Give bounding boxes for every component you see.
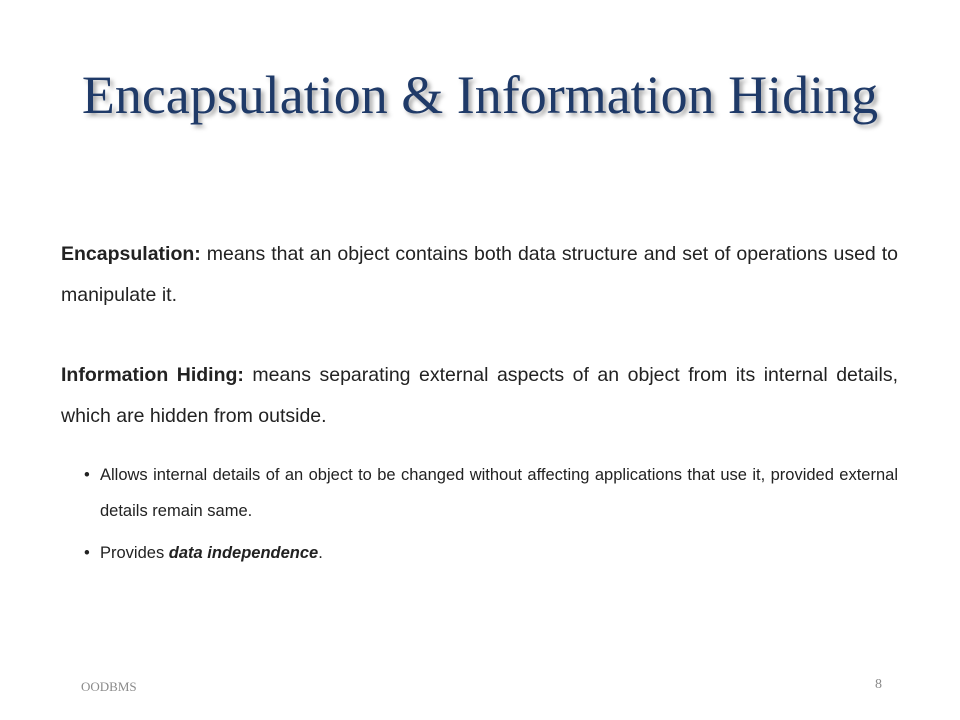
bullet-list [61,457,898,571]
bullet-text-prefix: Provides [100,544,169,562]
information-hiding-definition: means separating external aspects of an object from its internal details, which are hidden from outside. [61,364,898,427]
page-number: 8 [875,677,882,692]
encapsulation-paragraph [61,234,898,316]
encapsulation-term: Encapsulation: [61,243,201,265]
encapsulation-definition: means that an object contains both data structure and set of operations used to manipulate it. [61,243,898,306]
list-item [61,457,898,529]
bullet-icon: • [84,466,90,484]
information-hiding-paragraph [61,355,898,437]
bullet-text-suffix: . [318,544,323,562]
information-hiding-term: Information Hiding: [61,364,244,386]
bullet-text: Allows internal details of an object to be changed without affecting applications that use it, provided external details remain same. [100,466,898,520]
list-item [61,535,898,571]
slide-title: Encapsulation & Information Hiding [81,65,879,126]
slide-content [61,234,898,577]
bullet-icon: • [84,544,90,562]
data-independence-emphasis: data independence [168,544,319,562]
footer-label: OODBMS [81,679,137,694]
